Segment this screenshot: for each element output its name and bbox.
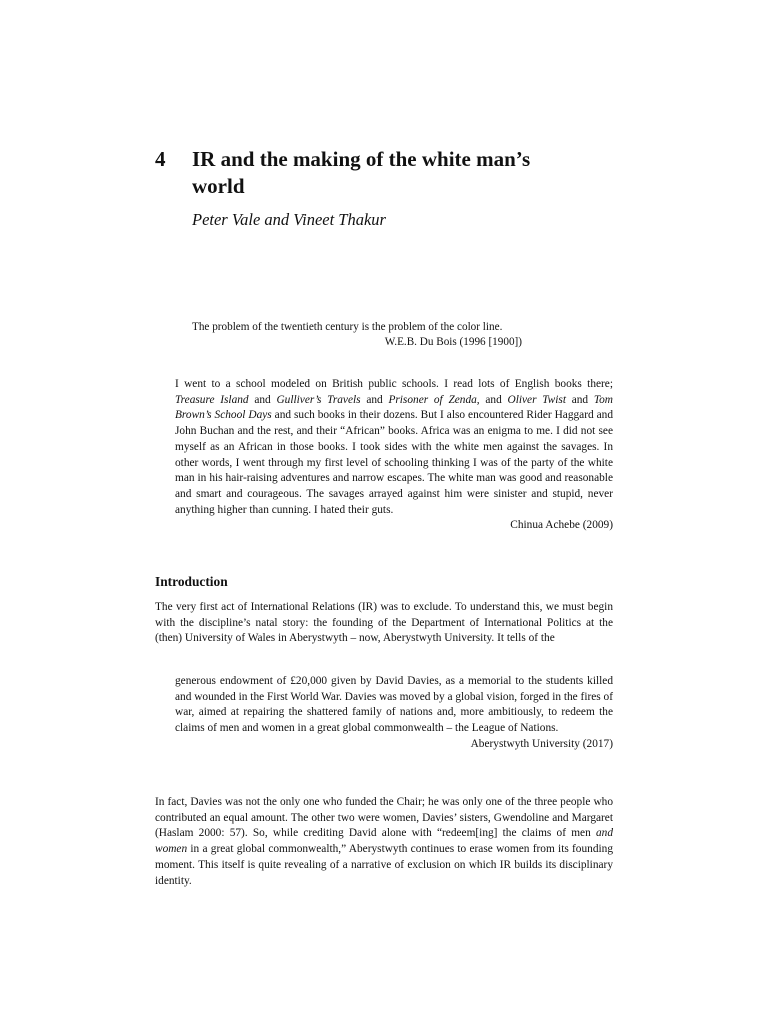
- book-title-oliver-twist: Oliver Twist: [507, 393, 566, 406]
- book-title-gullivers-travels: Gulliver’s Travels: [276, 393, 361, 406]
- epigraph-text: and: [248, 393, 277, 406]
- epigraph-achebe: [175, 377, 613, 534]
- epigraph-du-bois: [192, 320, 522, 350]
- epigraph-text: and: [360, 393, 389, 406]
- epigraph-quote: [175, 377, 613, 518]
- body-paragraph: The very first act of International Relations (IR) was to exclude. To understand this, we must begin with the discipline’s natal story: the founding of the Department of International Politics at the (then) University of Wales in Aberystwyth – now, Aberystwyth University. It tells of the: [155, 601, 613, 645]
- chapter-number: 4: [155, 147, 166, 171]
- chapter-title: IR and the making of the white man’s world: [192, 147, 531, 198]
- epigraph-text: and: [565, 393, 594, 406]
- epigraph-text: and such books in their dozens. But I also encountered Rider Haggard and John Buchan and the rest, and their “African” books. Africa was an enigma to me. I did not see myself as an African in those books. I took sides with the white men against the savages. In other words, I went through my first level of schooling thinking I was of the party of the white man in his hair-raising adventures and narrow escapes. The white man was good and reasonable and smart and courageous. The savages arrayed against him were sinister and stupid, never anything higher than cunning. I hated their guts.: [175, 409, 613, 516]
- epigraph-quote: The problem of the twentieth century is the problem of the color line.: [192, 321, 503, 333]
- body-paragraph: [155, 795, 613, 889]
- block-quote: [175, 674, 613, 753]
- epigraph-text: and: [479, 393, 508, 406]
- epigraph-text: I went to a school modeled on British public schools. I read lots of English books there;: [175, 378, 613, 390]
- block-quote-text: generous endowment of £20,000 given by David Davies, as a memorial to the students killed and wounded in the First World War. Davies was moved by a global vision, forged in the fires of war, aimed at repairing the shattered family of nations and, more ambitiously, to redeem the claims of men and women in a great global commonwealth – the League of Nations.: [175, 675, 613, 735]
- epigraph-attribution: W.E.B. Du Bois (1996 [1900]): [384, 336, 522, 348]
- emphasis-text: and women: [155, 827, 613, 856]
- epigraph-attribution: Chinua Achebe (2009): [510, 519, 613, 532]
- chapter-authors: Peter Vale and Vineet Thakur: [192, 210, 386, 229]
- block-quote-attribution: Aberystwyth University (2017): [470, 737, 613, 750]
- book-title-tom-browns-school-days: Tom Brown’s School Days: [175, 393, 613, 422]
- section-heading: Introduction: [155, 574, 228, 589]
- book-title-treasure-island: Treasure Island: [175, 393, 249, 406]
- body-text: In fact, Davies was not the only one who funded the Chair; he was only one of the three people who contributed an equal amount. The other two were women, Davies’ sisters, Gwendoline and Margaret (Haslam 2000: 57). So, while crediting David alone with “redeem[ing] the claims of men: [155, 796, 613, 840]
- book-title-prisoner-of-zenda: Prisoner of Zenda,: [388, 393, 480, 406]
- body-text: in a great global commonwealth,” Aberystwyth continues to erase women from its founding moment. This itself is quite revealing of a narrative of exclusion on which IR builds its disciplinary identity.: [155, 843, 613, 887]
